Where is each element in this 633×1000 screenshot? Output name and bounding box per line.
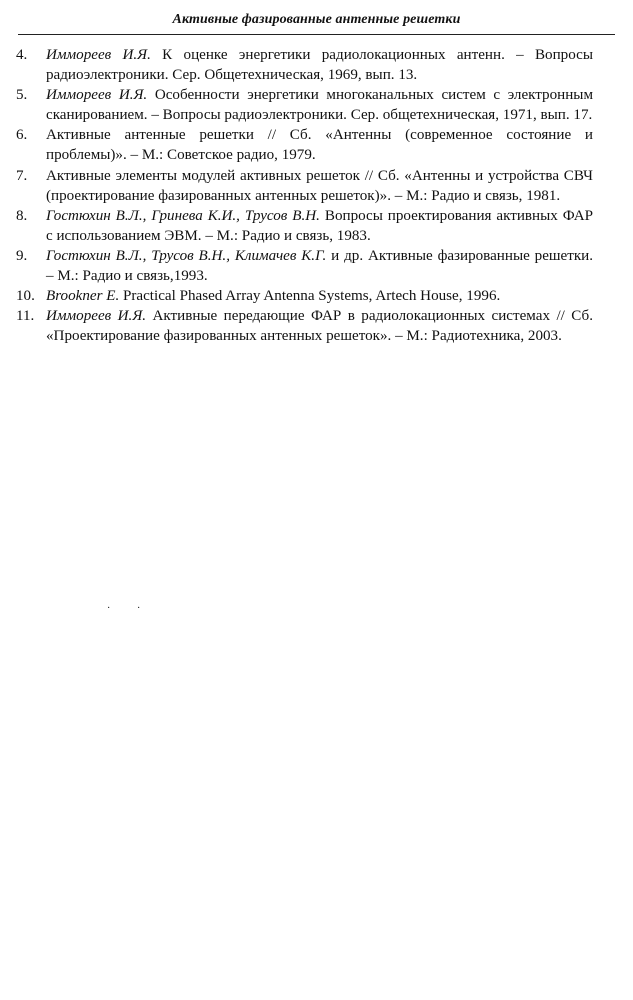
reference-number: 4. [16,47,28,63]
reference-item [16,286,593,306]
scan-speck: · [107,603,111,614]
reference-number: 7. [16,167,28,184]
reference-number: 11. [16,308,35,325]
reference-body: Активные передающие ФАР в радиолокационных системах // Сб. «Проектирование фазированных антенных решеток». – М.: Радиотехника, 2003. [46,308,593,345]
reference-author: Иммореев И.Я. [46,308,147,325]
reference-item [16,45,593,85]
reference-item [16,306,593,346]
reference-item [16,246,593,286]
reference-number: 10. [16,288,35,305]
reference-number: 6. [16,127,28,144]
reference-item [16,166,593,206]
reference-author: Иммореев И.Я. [46,87,148,104]
reference-body: и др. Активные фазированные решетки. – М.: Радио и связь,1993. [46,247,594,285]
reference-body: Practical Phased Array Antenna Systems, Artech House, 1996. [119,288,501,305]
reference-item [16,206,593,246]
reference-item [16,125,593,165]
reference-text [46,306,593,346]
reference-text [46,166,593,206]
reference-author: Иммореев И.Я. [46,47,151,63]
reference-item [16,85,593,125]
running-header [18,10,615,35]
reference-body: Активные элементы модулей активных решеток // Сб. «Антенны и устройства СВЧ (проектирование фазированных антенных решеток)». – М.: Радио и связь, 1981. [46,167,593,204]
reference-text [46,286,593,306]
reference-body: Особенности энергетики многоканальных систем с электронным сканированием. – Вопросы радиоэлектроники. Сер. общетехническая, 1971, вып. 17. [46,87,593,124]
reference-text [46,125,593,165]
reference-number: 9. [16,247,28,264]
reference-body: Вопросы проектирования активных ФАР с использованием ЭВМ. – М.: Радио и связь, 1983. [46,207,593,244]
reference-number: 8. [16,207,28,224]
reference-text [46,45,593,85]
reference-text [46,246,593,286]
reference-author: Гостюхин В.Л., Трусов В.Н., Климачев К.Г. [46,247,327,264]
reference-author: Гостюхин В.Л., Гринева К.И., Трусов В.Н. [46,207,320,224]
running-header-title: Активные фазированные антенные решетки [172,12,461,27]
reference-body: Активные антенные решетки // Сб. «Антенны (современное состояние и проблемы)». – М.: Советское радио, 1979. [46,127,593,164]
reference-number: 5. [16,87,28,104]
reference-list [16,45,593,346]
reference-body: К оценке энергетики радиолокационных антенн. – Вопросы радиоэлектроники. Сер. Общетехническая, 1969, вып. 13. [46,47,593,84]
reference-author: Brookner E. [46,288,120,305]
reference-text [46,206,593,246]
scan-speck: · [137,603,141,614]
reference-text [46,85,593,125]
